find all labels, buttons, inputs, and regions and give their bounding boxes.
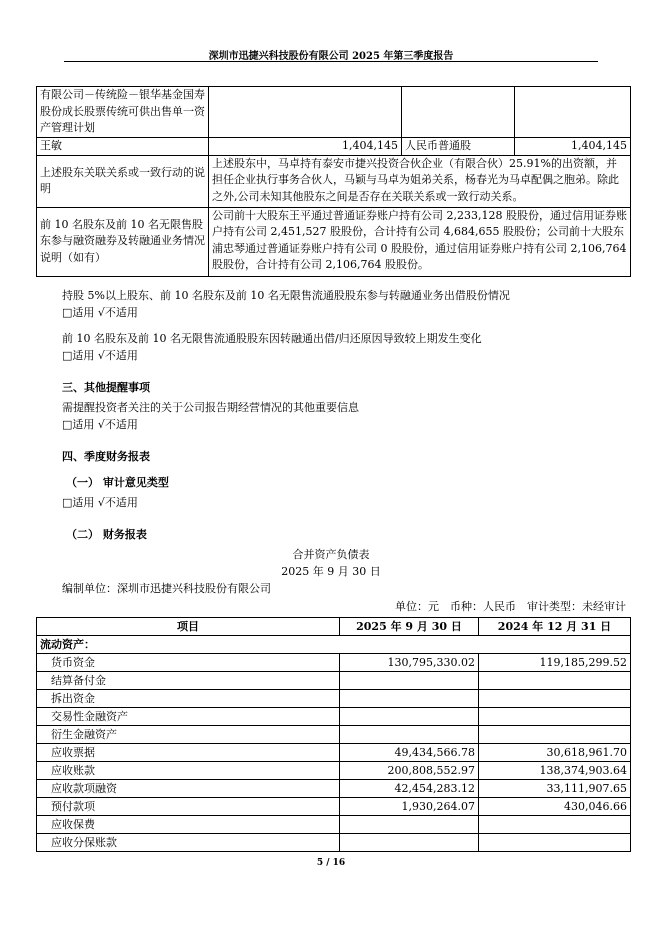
- value-2024: 33,111,907.65: [479, 780, 631, 798]
- balance-sheet-title: 合并资产负债表: [292, 548, 370, 561]
- table-row: [37, 87, 631, 138]
- page-number: 5 / 16: [316, 858, 346, 868]
- table-row: [37, 654, 631, 672]
- balance-sheet-unit: 单位：元 币种：人民币 审计类型：未经审计: [395, 600, 626, 613]
- table-row: [37, 726, 631, 744]
- row-item: 预付款项: [37, 798, 340, 816]
- value-2025: [340, 834, 479, 852]
- section-title: 四、季度财务报表: [62, 450, 150, 463]
- value-2024: [479, 690, 631, 708]
- value-2024: 430,046.66: [479, 798, 631, 816]
- audit-title: （一） 审计意见类型: [66, 476, 169, 489]
- table-row: [37, 816, 631, 834]
- share-amount: 1,404,145: [515, 138, 631, 156]
- balance-sheet-table: [36, 617, 631, 852]
- column-header: 2025 年 9 月 30 日: [340, 618, 479, 636]
- row-item: 应收账款: [37, 762, 340, 780]
- value-2025: 130,795,330.02: [340, 654, 479, 672]
- value-2025: 200,808,552.97: [340, 762, 479, 780]
- section-title: 三、其他提醒事项: [62, 381, 150, 394]
- row-item: 应收分保账款: [37, 834, 340, 852]
- table-row: [37, 636, 631, 654]
- shareholder-table: [36, 86, 631, 277]
- shareholder-name: 王敏: [37, 138, 209, 156]
- margin-text: 公司前十大股东王平通过普通证券账户持有公司 2,233,128 股股份，通过信用证券账户持有公司 2,451,527 股股份，合计持有公司 4,684,655 股股份；公司前十大股东浦忠琴通过普通证券账户持有公司 0 股股份，通过信用证券账户持有公司 2,106,764 股股份，合计持有公司 2,106,764 股股份。: [209, 207, 631, 276]
- table-row: [37, 155, 631, 207]
- margin-label: 前 10 名股东及前 10 名无限售股东参与融资融券及转融通业务情况说明（如有）: [37, 207, 209, 276]
- share-amount: [515, 87, 631, 138]
- row-item: 衍生金融资产: [37, 726, 340, 744]
- value-2025: [340, 816, 479, 834]
- table-row: [37, 834, 631, 852]
- row-item: 交易性金融资产: [37, 708, 340, 726]
- table-row: [37, 690, 631, 708]
- value-2025: 49,434,566.78: [340, 744, 479, 762]
- table-row: [37, 798, 631, 816]
- row-item: 拆出资金: [37, 690, 340, 708]
- value-2024: [479, 672, 631, 690]
- table-row: [37, 672, 631, 690]
- row-item: 应收保费: [37, 816, 340, 834]
- table-row: [37, 762, 631, 780]
- value-2025: 1,930,264.07: [340, 798, 479, 816]
- value-2025: [340, 672, 479, 690]
- value-2024: 30,618,961.70: [479, 744, 631, 762]
- section3-option: □适用 √不适用: [62, 418, 138, 431]
- value-2024: 138,374,903.64: [479, 762, 631, 780]
- value-2024: 119,185,299.52: [479, 654, 631, 672]
- report-header: 深圳市迅捷兴科技股份有限公司 2025 年第三季度报告: [208, 51, 454, 62]
- value-2025: [340, 690, 479, 708]
- column-header: 2024 年 12 月 31 日: [479, 618, 631, 636]
- value-2025: [340, 708, 479, 726]
- note-change: 前 10 名股东及前 10 名无限售流通股股东因转融通出借/归还原因导致较上期发生变化: [62, 332, 482, 345]
- value-2024: [479, 726, 631, 744]
- row-item: 应收票据: [37, 744, 340, 762]
- value-2024: [479, 708, 631, 726]
- row-item: 结算备付金: [37, 672, 340, 690]
- balance-sheet-company: 编制单位：深圳市迅捷兴科技股份有限公司: [62, 582, 271, 595]
- table-row: [37, 207, 631, 276]
- related-text: 上述股东中，马卓持有泰安市捷兴投资合伙企业（有限合伙）25.91%的出资额，并担任企业执行事务合伙人，马颖与马卓为姐弟关系，杨春光为马卓配偶之胞弟。除此之外,公司未知其他股东之间是否存在关联关系或一致行动关系。: [209, 155, 631, 207]
- row-item: 应收款项融资: [37, 780, 340, 798]
- shareholder-shares: 1,404,145: [209, 138, 402, 156]
- share-type: 人民币普通股: [402, 138, 515, 156]
- row-item: 货币资金: [37, 654, 340, 672]
- share-type: [402, 87, 515, 138]
- table-row: [37, 780, 631, 798]
- column-header: 项目: [37, 618, 340, 636]
- value-2024: [479, 834, 631, 852]
- shareholder-name: 有限公司－传统险－银华基金国寿股份成长股票传统可供出售单一资产管理计划: [37, 87, 209, 138]
- value-2025: [340, 726, 479, 744]
- header-rule: [64, 61, 598, 62]
- note-lending-option: □适用 √不适用: [62, 306, 138, 319]
- section-label: 流动资产：: [37, 636, 631, 654]
- section3-text: 需提醒投资者关注的关于公司报告期经营情况的其他重要信息: [62, 401, 359, 414]
- value-2025: 42,454,283.12: [340, 780, 479, 798]
- table-row: [37, 744, 631, 762]
- note-change-option: □适用 √不适用: [62, 349, 138, 362]
- balance-sheet-date: 2025 年 9 月 30 日: [281, 565, 381, 578]
- related-label: 上述股东关联关系或一致行动的说明: [37, 155, 209, 207]
- table-row: [37, 138, 631, 156]
- shareholder-shares: [209, 87, 402, 138]
- audit-option: □适用 √不适用: [62, 496, 138, 509]
- statements-title: （二） 财务报表: [66, 528, 147, 541]
- note-lending: 持股 5%以上股东、前 10 名股东及前 10 名无限售流通股股东参与转融通业务出借股份情况: [62, 289, 510, 302]
- value-2024: [479, 816, 631, 834]
- table-header-row: [37, 618, 631, 636]
- table-row: [37, 708, 631, 726]
